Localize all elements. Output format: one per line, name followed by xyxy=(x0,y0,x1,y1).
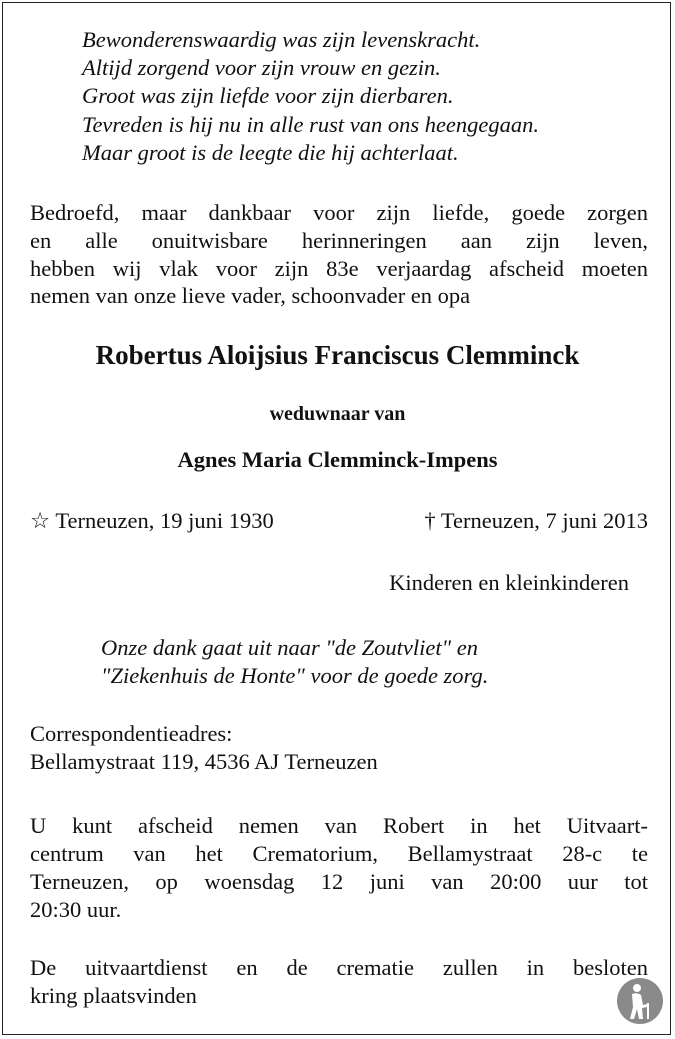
farewell-line: 20:30 uur. xyxy=(30,897,122,922)
address-label: Correspondentieadres: xyxy=(30,721,233,746)
correspondence-address xyxy=(30,720,378,776)
birth-date: ☆ Terneuzen, 19 juni 1930 xyxy=(30,508,274,533)
intro-line: nemen van onze lieve vader, schoonvader en opa xyxy=(30,283,471,309)
death-date: † Terneuzen, 7 juni 2013 xyxy=(424,508,648,533)
service-paragraph xyxy=(30,954,648,1010)
poem-line: Tevreden is hij nu in alle rust van ons heengegaan. xyxy=(82,111,540,137)
mourning-figure-icon xyxy=(616,977,664,1025)
farewell-line: centrum van het Crematorium, Bellamystraat 28-c te xyxy=(30,841,648,866)
deceased-name: Robertus Aloijsius Franciscus Clemminck xyxy=(95,340,580,370)
thanks-line: "Ziekenhuis de Honte" voor de goede zorg. xyxy=(101,663,489,688)
intro-paragraph xyxy=(30,199,648,310)
poem-line: Bewonderenswaardig was zijn levenskracht. xyxy=(82,27,481,52)
widower-of-label: weduwnaar van xyxy=(269,403,406,425)
spouse-name: Agnes Maria Clemminck-Impens xyxy=(177,447,498,472)
service-line: De uitvaartdienst en de crematie zullen in besloten xyxy=(30,955,648,980)
thanks-note xyxy=(101,634,488,690)
poem-line: Groot was zijn liefde voor zijn dierbaren. xyxy=(82,83,454,109)
intro-line: hebben wij vlak voor zijn 83e verjaardag afscheid moeten xyxy=(30,255,648,281)
poem-line: Altijd zorgend voor zijn vrouw en gezin. xyxy=(82,55,441,81)
farewell-paragraph xyxy=(30,812,648,924)
intro-line: Bedroefd, maar dankbaar voor zijn liefde, goede zorgen xyxy=(30,200,648,225)
poem-line: Maar groot is de leegte die hij achterlaat. xyxy=(82,139,459,165)
intro-line: en alle onuitwisbare herinneringen aan zijn leven, xyxy=(30,227,648,253)
thanks-line: Onze dank gaat uit naar "de Zoutvliet" en xyxy=(101,635,478,660)
service-line: kring plaatsvinden xyxy=(30,983,197,1008)
farewell-line: Terneuzen, op woensdag 12 juni van 20:00 uur tot xyxy=(30,869,648,894)
farewell-line: U kunt afscheid nemen van Robert in het Uitvaart- xyxy=(30,813,648,838)
poem xyxy=(82,26,539,167)
address-line: Bellamystraat 119, 4536 AJ Terneuzen xyxy=(30,749,378,774)
family-signature: Kinderen en kleinkinderen xyxy=(389,570,629,595)
